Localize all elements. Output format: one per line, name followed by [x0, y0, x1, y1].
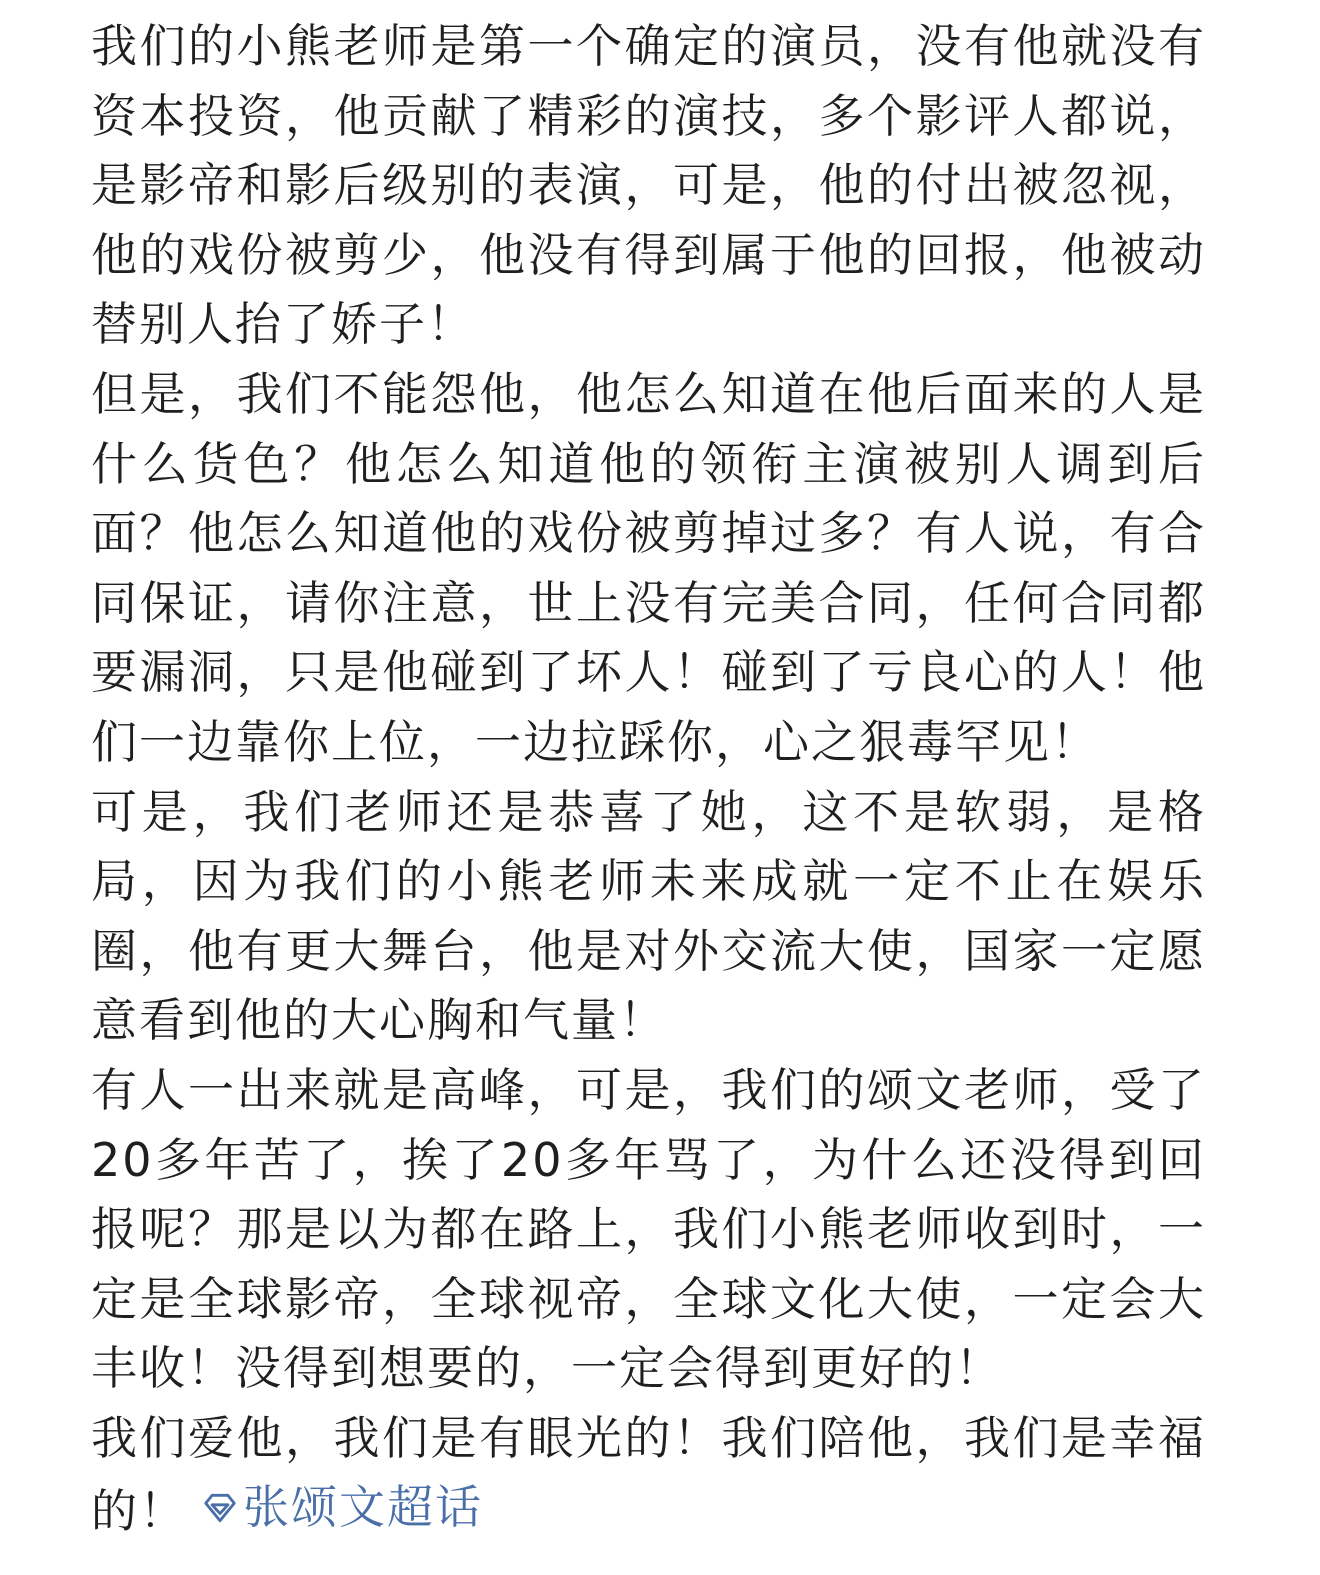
post-paragraph-1: 我们的小熊老师是第一个确定的演员，没有他就没有资本投资，他贡献了精彩的演技，多个影评人都说，是影帝和影后级别的表演，可是，他的付出被忽视，他的戏份被剪少，他没有得到属于他的回报，他被动替别人抬了娇子！ — [91, 19, 1206, 352]
post-body — [91, 12, 1206, 1547]
post-paragraph-5-text: 我们爱他，我们是有眼光的！我们陪他，我们是幸福的！ — [91, 1410, 1206, 1539]
post-paragraph-4: 有人一出来就是高峰，可是，我们的颂文老师，受了 20多年苦了，挨了20多年骂了，为什么还没得到回报呢？那是以为都在路上，我们小熊老师收到时，一定是全球影帝，全球视帝，全球文化大使，一定会大丰收！没得到想要的，一定会得到更好的！ — [91, 1062, 1206, 1396]
post-paragraph-3: 可是，我们老师还是恭喜了她，这不是软弱，是格局，因为我们的小熊老师未来成就一定不止在娱乐圈，他有更大舞台，他是对外交流大使，国家一定愿意看到他的大心胸和气量！ — [91, 784, 1206, 1048]
topic-label: 张颂文超话 — [243, 1480, 483, 1535]
post-paragraph-2: 但是，我们不能怨他，他怎么知道在他后面来的人是什么货色？他怎么知道他的领衔主演被别人调到后面？他怎么知道他的戏份被剪掉过多？有人说，有合同保证，请你注意，世上没有完美合同，任何合同都要漏洞，只是他碰到了坏人！碰到了亏良心的人！他们一边靠你上位，一边拉踩你，心之狠毒罕见！ — [91, 366, 1206, 769]
topic-link[interactable] — [201, 1473, 483, 1543]
post-paragraph-5 — [91, 1404, 1206, 1547]
diamond-topic-icon — [201, 1489, 239, 1527]
